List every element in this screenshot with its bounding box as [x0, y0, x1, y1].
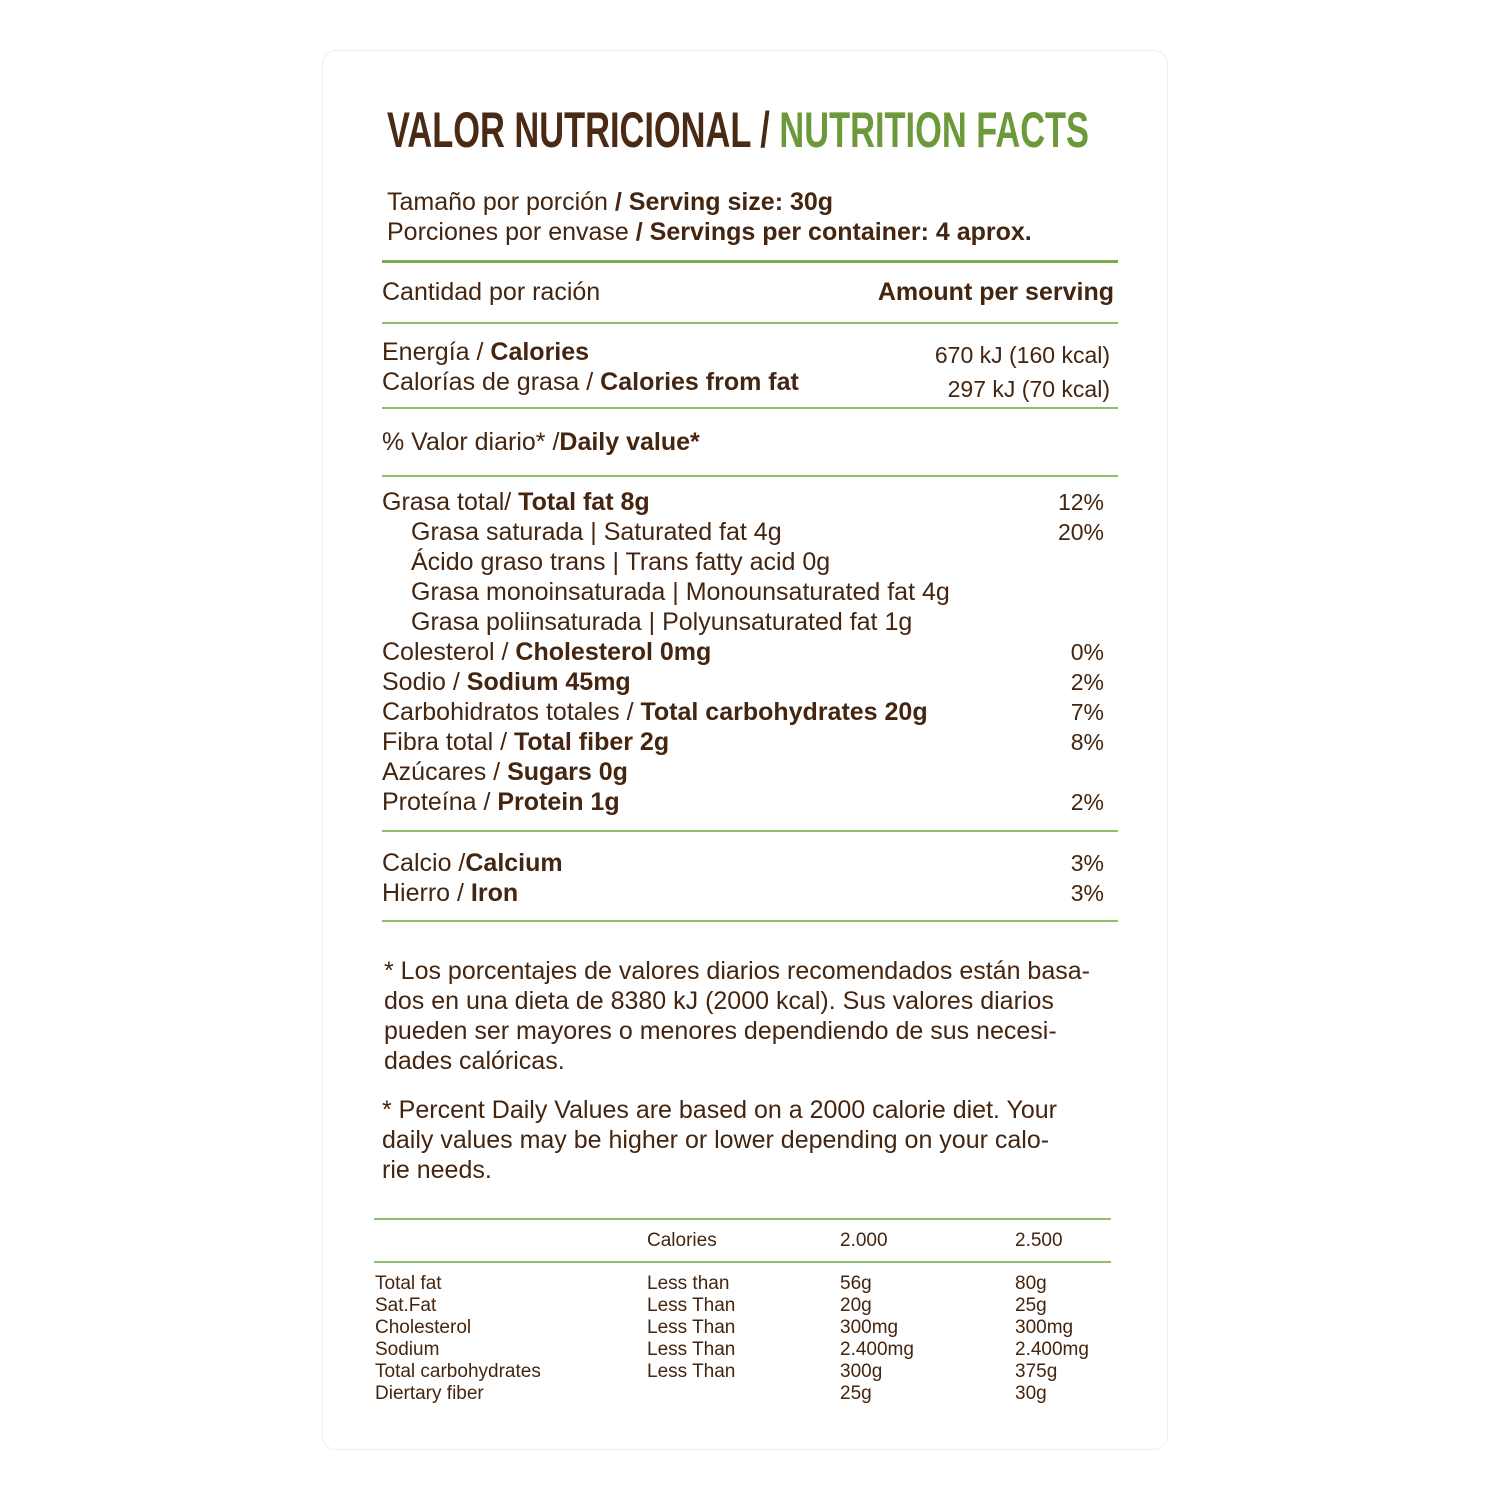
footnote-line: daily values may be higher or lower depending on your calo-: [382, 1126, 1050, 1154]
footnote-line: dades calóricas.: [384, 1047, 565, 1075]
table-cell-2000: 56g: [840, 1273, 872, 1294]
serving-size-english: / Serving size: 30g: [614, 188, 834, 216]
nutrient-row-sugars: [382, 757, 1104, 787]
nutrient-label-english: Sugars 0g: [507, 758, 628, 786]
daily-value-percent: 2%: [1070, 789, 1104, 815]
table-cell-limit: Less Than: [647, 1339, 736, 1360]
amount-label-english: Amount per serving: [877, 278, 1114, 306]
table-row: [375, 1295, 1115, 1317]
table-cell-limit: [647, 1383, 840, 1405]
table-cell-2500: 25g: [1015, 1295, 1047, 1316]
divider: [382, 475, 1118, 477]
nutrient-row-total-fiber: [382, 727, 1104, 757]
table-cell-limit: Less Than: [647, 1295, 736, 1316]
nutrient-label-english: Cholesterol 0mg: [515, 638, 712, 666]
daily-value-percent: 20%: [1057, 519, 1104, 545]
divider: [382, 260, 1118, 263]
reference-table-header: [375, 1230, 1115, 1252]
divider: [382, 322, 1118, 324]
table-cell-2500: 375g: [1015, 1361, 1058, 1382]
calories-from-fat-row: [382, 367, 799, 397]
calories-from-fat-value: 297 kJ (70 kcal): [947, 376, 1110, 402]
nutrient-label-spanish: Hierro /: [382, 879, 471, 907]
nutrient-row-polyunsaturated-fat: [382, 607, 1104, 637]
table-cell-limit: Less than: [647, 1273, 730, 1294]
nutrient-row-iron: [382, 878, 1104, 908]
servings-per-container-english: / Servings per container: 4 aprox.: [635, 218, 1032, 246]
nutrient-row-saturated-fat: [382, 517, 1104, 547]
nutrient-label: [382, 697, 928, 727]
nutrient-label-spanish: Calcio /: [382, 849, 466, 877]
nutrient-label-spanish: Colesterol /: [382, 638, 516, 666]
daily-value-percent: 12%: [1057, 489, 1104, 515]
nutrient-label-english: Calcium: [465, 849, 563, 877]
serving-size-spanish: Tamaño por porción: [387, 188, 615, 216]
calories-from-fat-label-spanish: Calorías de grasa /: [382, 368, 601, 396]
nutrient-label-spanish: Carbohidratos totales /: [382, 698, 641, 726]
nutrient-label-spanish: Grasa total/: [382, 488, 519, 516]
nutrient-label: Grasa monoinsaturada | Monounsaturated fat 4g: [411, 578, 950, 606]
nutrient-label-english: Sodium 45mg: [466, 668, 631, 696]
divider: [382, 407, 1118, 409]
table-cell-2500: 2.400mg: [1015, 1339, 1089, 1360]
nutrient-label-english: Total fat 8g: [518, 488, 650, 516]
nutrient-label: [382, 878, 518, 908]
table-cell-nutrient: Total carbohydrates: [375, 1361, 541, 1382]
table-header-spacer: [375, 1230, 647, 1252]
servings-per-container-spanish: Porciones por envase: [387, 218, 636, 246]
nutrient-row-trans-fat: [382, 547, 1104, 577]
table-divider: [374, 1218, 1111, 1220]
serving-info: [387, 187, 1032, 247]
nutrient-row-total-fat: [382, 487, 1104, 517]
nutrient-label-english: Total carbohydrates 20g: [640, 698, 928, 726]
nutrient-row-total-carbohydrates: [382, 697, 1104, 727]
nutrient-list: [382, 487, 1104, 817]
footnote-line: dos en una dieta de 8380 kJ (2000 kcal). Sus valores diarios: [384, 987, 1054, 1015]
daily-value-percent: 3%: [1070, 880, 1104, 906]
table-cell-nutrient: Diertary fiber: [375, 1383, 484, 1404]
serving-size: [387, 187, 1032, 217]
table-cell-2000: 20g: [840, 1295, 872, 1316]
table-row: [375, 1339, 1115, 1361]
footnote-spanish: [384, 956, 1090, 1076]
table-divider: [374, 1261, 1111, 1263]
nutrient-row-calcium: [382, 848, 1104, 878]
calories-label-english: Calories: [490, 338, 590, 366]
table-cell-2000: 25g: [840, 1383, 872, 1404]
footnote-line: * Los porcentajes de valores diarios recomendados están basa-: [384, 957, 1090, 985]
daily-value-percent: 3%: [1070, 850, 1104, 876]
nutrient-row-monounsaturated-fat: [382, 577, 1104, 607]
title-english: NUTRITION FACTS: [779, 102, 1090, 158]
table-row: [375, 1383, 1115, 1405]
table-cell-limit: Less Than: [647, 1317, 736, 1338]
table-cell-limit: Less Than: [647, 1361, 736, 1382]
energy-section: [382, 337, 799, 397]
nutrient-label-english: Iron: [470, 879, 519, 907]
nutrient-row-sodium: [382, 667, 1104, 697]
table-row: [375, 1361, 1115, 1383]
calories-from-fat-label-english: Calories from fat: [600, 368, 799, 396]
nutrient-label: [382, 487, 650, 517]
servings-per-container: [387, 217, 1032, 247]
table-cell-2000: 2.400mg: [840, 1339, 914, 1360]
daily-value-percent: 7%: [1070, 699, 1104, 725]
footnote-line: pueden ser mayores o menores dependiendo de sus necesi-: [384, 1017, 1057, 1045]
nutrient-label-spanish: Azúcares /: [382, 758, 508, 786]
divider: [382, 830, 1118, 832]
table-cell-2000: 300mg: [840, 1317, 899, 1338]
amount-per-serving-header: [382, 277, 1114, 307]
daily-value-percent: 2%: [1070, 669, 1104, 695]
daily-value-header: [382, 427, 700, 457]
table-cell-nutrient: Total fat: [375, 1273, 442, 1294]
table-header-row: [375, 1230, 1115, 1252]
nutrient-label-spanish: Fibra total /: [382, 728, 514, 756]
nutrient-label: Grasa saturada | Saturated fat 4g: [411, 518, 782, 546]
table-cell-2500: 300mg: [1015, 1317, 1074, 1338]
daily-value-percent: 8%: [1070, 729, 1104, 755]
daily-value-label-english: Daily value*: [559, 428, 700, 456]
nutrient-label-spanish: Proteína /: [382, 788, 498, 816]
footnote-english: [382, 1095, 1057, 1185]
nutrient-row-protein: [382, 787, 1104, 817]
label-title: [387, 103, 1089, 157]
calories-row: [382, 337, 799, 367]
amount-label-spanish: Cantidad por ración: [382, 278, 601, 306]
mineral-list: [382, 848, 1104, 908]
table-cell-nutrient: Sodium: [375, 1339, 440, 1360]
table-cell-nutrient: Sat.Fat: [375, 1295, 437, 1316]
daily-value-label-spanish: % Valor diario* /: [382, 428, 560, 456]
nutrient-label: [382, 637, 711, 667]
reference-daily-values-table: [375, 1273, 1115, 1405]
table-header-2500: 2.500: [1015, 1230, 1063, 1251]
calories-value: 670 kJ (160 kcal): [934, 342, 1110, 368]
nutrient-label: [382, 667, 631, 697]
nutrient-label-english: Total fiber 2g: [514, 728, 670, 756]
nutrient-label: Ácido graso trans | Trans fatty acid 0g: [411, 548, 831, 576]
table-header-2000: 2.000: [840, 1230, 888, 1251]
nutrition-facts-label: [322, 50, 1168, 1450]
table-cell-2500: 80g: [1015, 1273, 1047, 1294]
footnote-line: rie needs.: [382, 1156, 492, 1184]
nutrient-label: Grasa poliinsaturada | Polyunsaturated fat 1g: [411, 608, 913, 636]
nutrient-label-english: Protein 1g: [497, 788, 620, 816]
nutrient-label: [382, 757, 628, 787]
nutrient-label-spanish: Sodio /: [382, 668, 467, 696]
nutrient-label: [382, 848, 563, 878]
table-header-calories: Calories: [647, 1230, 717, 1251]
nutrient-label: [382, 727, 669, 757]
footnote-line: * Percent Daily Values are based on a 2000 calorie diet. Your: [382, 1096, 1057, 1124]
table-row: [375, 1273, 1115, 1295]
table-row: [375, 1317, 1115, 1339]
energy-values: [882, 338, 1110, 406]
table-cell-2500: 30g: [1015, 1383, 1047, 1404]
nutrient-row-cholesterol: [382, 637, 1104, 667]
calories-label-spanish: Energía /: [382, 338, 491, 366]
daily-value-percent: 0%: [1070, 639, 1104, 665]
title-spanish: VALOR NUTRICIONAL /: [387, 102, 780, 158]
table-cell-2000: 300g: [840, 1361, 883, 1382]
table-cell-nutrient: Cholesterol: [375, 1317, 472, 1338]
nutrient-label: [382, 787, 620, 817]
divider: [382, 920, 1118, 922]
